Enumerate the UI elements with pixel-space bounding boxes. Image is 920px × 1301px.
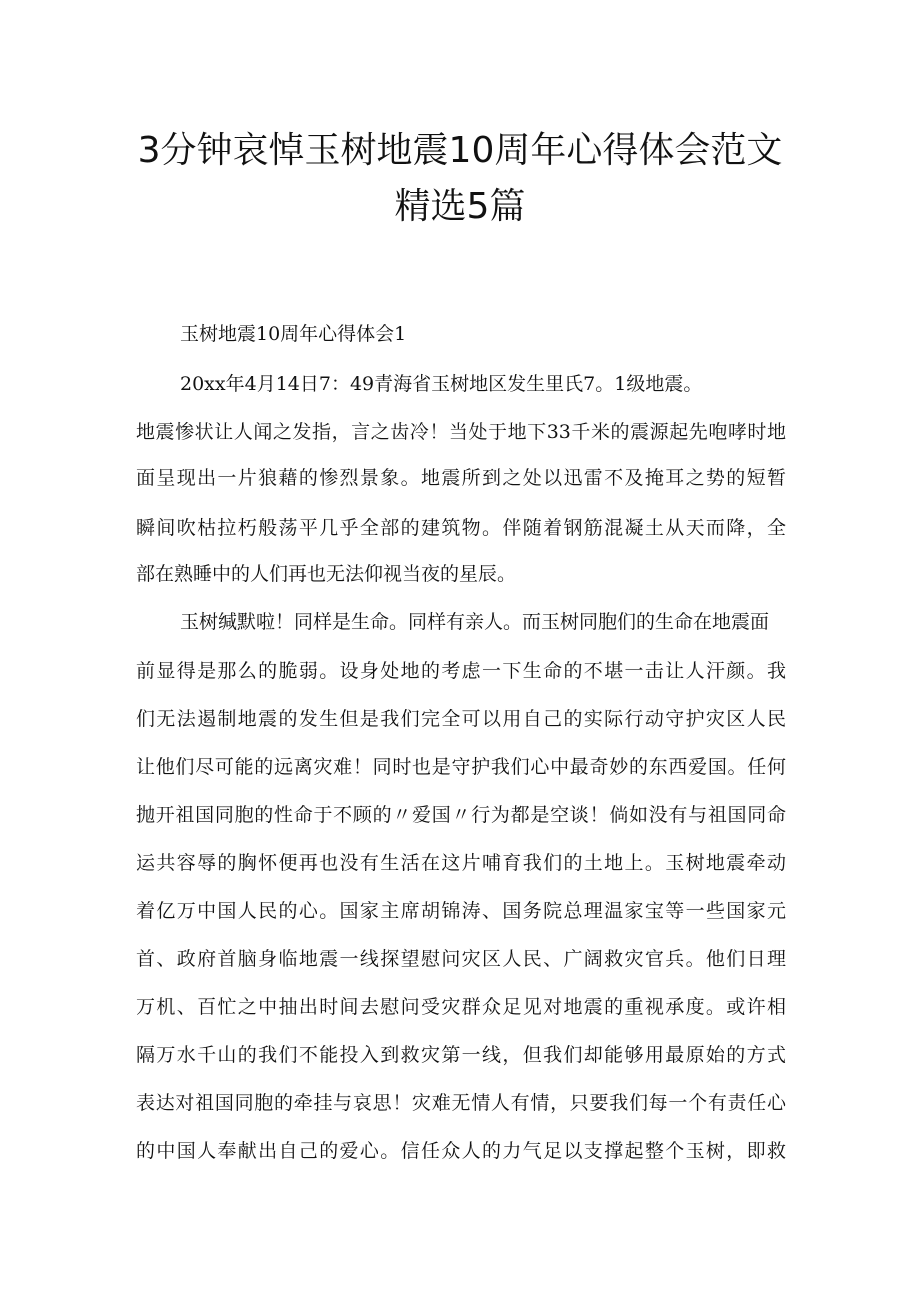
paragraph-1-line: 地震惨状让人闻之发指，言之齿冷！当处于地下33千米的震源起先咆哮时地 <box>136 421 786 443</box>
paragraph-2-line: 隔万水千山的我们不能投入到救灾第一线，但我们却能够用最原始的方式 <box>136 1044 786 1066</box>
paragraph-2-line: 着亿万中国人民的心。国家主席胡锦涛、国务院总理温家宝等一些国家元 <box>136 900 786 922</box>
paragraph-2-line: 的中国人奉献出自己的爱心。信任众人的力气足以支撑起整个玉树，即救 <box>136 1140 786 1162</box>
paragraph-2-line: 前显得是那么的脆弱。设身处地的考虑一下生命的不堪一击让人汗颜。我 <box>136 660 786 682</box>
paragraph-1-line: 部在熟睡中的人们再也无法仰视当夜的星辰。 <box>136 563 517 585</box>
document-title-line-2: 精选5篇 <box>394 186 526 227</box>
paragraph-1-line: 瞬间吹枯拉朽般荡平几乎全部的建筑物。伴随着钢筋混凝土从天而降，全 <box>136 517 786 539</box>
paragraph-2-line: 让他们尽可能的远离灾难！同时也是守护我们心中最奇妙的东西爱国。任何 <box>136 756 786 778</box>
paragraph-2-line: 表达对祖国同胞的牵挂与哀思！灾难无情人有情，只要我们每一个有责任心 <box>136 1092 786 1114</box>
paragraph-1-line: 面呈现出一片狼藉的惨烈景象。地震所到之处以迅雷不及掩耳之势的短暂 <box>136 467 786 489</box>
paragraph-2-line: 们无法遏制地震的发生但是我们完全可以用自己的实际行动守护灾区人民 <box>136 708 786 730</box>
paragraph-2-first-line: 玉树缄默啦！同样是生命。同样有亲人。而玉树同胞们的生命在地震面 <box>180 611 770 633</box>
paragraph-2-line: 抛开祖国同胞的性命于不顾的〃爱国〃行为都是空谈！倘如没有与祖国同命 <box>136 804 786 826</box>
paragraph-2-line: 首、政府首脑身临地震一线探望慰问灾区人民、广阔救灾官兵。他们日理 <box>136 948 786 970</box>
section-heading: 玉树地震10周年心得体会1 <box>180 323 407 345</box>
paragraph-2-line: 运共容辱的胸怀便再也没有生活在这片哺育我们的土地上。玉树地震牵动 <box>136 852 786 874</box>
document-title-line-1: 3分钟哀悼玉树地震10周年心得体会范文 <box>137 130 783 171</box>
paragraph-1-first-line: 20xx年4月14日7：49青海省玉树地区发生里氏7。1级地震。 <box>180 373 703 395</box>
paragraph-2-line: 万机、百忙之中抽出时间去慰问受灾群众足见对地震的重视承度。或许相 <box>136 996 786 1018</box>
